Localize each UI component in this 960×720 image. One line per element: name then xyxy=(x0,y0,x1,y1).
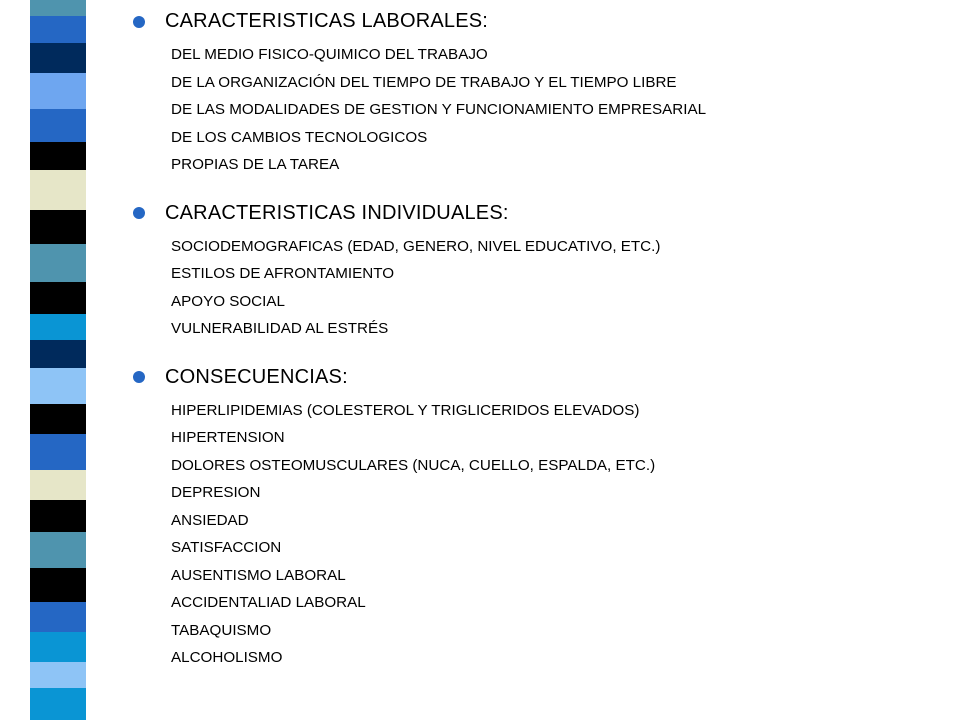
stripe-block xyxy=(30,109,86,142)
list-item: HIPERLIPIDEMIAS (COLESTEROL Y TRIGLICERIDOS ELEVADOS) xyxy=(171,401,640,419)
stripe-block xyxy=(30,568,86,602)
item-list xyxy=(133,41,933,179)
section-heading: CONSECUENCIAS: xyxy=(165,365,348,388)
stripe-block xyxy=(30,688,86,720)
list-item: DOLORES OSTEOMUSCULARES (NUCA, CUELLO, ESPALDA, ETC.) xyxy=(171,456,656,474)
item-list xyxy=(133,397,933,672)
stripe-block xyxy=(30,244,86,282)
stripe-block xyxy=(30,602,86,632)
stripe-block xyxy=(30,532,86,568)
item-list xyxy=(133,233,933,343)
stripe-block xyxy=(30,470,86,500)
list-item: DE LAS MODALIDADES DE GESTION Y FUNCIONAMIENTO EMPRESARIAL xyxy=(171,101,707,118)
stripe-block xyxy=(30,368,86,404)
stripe-block xyxy=(30,210,86,244)
section-heading: CARACTERISTICAS LABORALES: xyxy=(165,10,489,32)
stripe-block xyxy=(30,340,86,368)
section-heading: CARACTERISTICAS INDIVIDUALES: xyxy=(165,201,509,224)
stripe-block xyxy=(30,170,86,210)
stripe-block xyxy=(30,662,86,688)
list-item: SOCIODEMOGRAFICAS (EDAD, GENERO, NIVEL EDUCATIVO, ETC.) xyxy=(171,237,661,255)
decorative-color-stripe xyxy=(30,0,86,720)
round-bullet-icon xyxy=(133,207,145,219)
section-heading-row xyxy=(133,364,933,391)
list-item: DEL MEDIO FISICO-QUIMICO DEL TRABAJO xyxy=(171,46,488,63)
stripe-block xyxy=(30,0,86,16)
stripe-block xyxy=(30,434,86,470)
stripe-block xyxy=(30,282,86,314)
list-item: AUSENTISMO LABORAL xyxy=(171,566,346,584)
stripe-block xyxy=(30,142,86,170)
list-item: PROPIAS DE LA TAREA xyxy=(171,156,340,173)
list-item: APOYO SOCIAL xyxy=(171,292,285,310)
stripe-block xyxy=(30,73,86,109)
section-heading-row xyxy=(133,200,933,227)
stripe-block xyxy=(30,16,86,43)
round-bullet-icon xyxy=(133,16,145,28)
round-bullet-icon xyxy=(133,371,145,383)
stripe-block xyxy=(30,43,86,73)
stripe-block xyxy=(30,632,86,662)
list-item: VULNERABILIDAD AL ESTRÉS xyxy=(171,320,389,337)
section-caracteristicas-laborales xyxy=(133,8,933,179)
slide-content xyxy=(133,8,933,672)
section-consecuencias xyxy=(133,364,933,672)
list-item: SATISFACCION xyxy=(171,539,282,556)
list-item: HIPERTENSION xyxy=(171,429,285,446)
list-item: DE LOS CAMBIOS TECNOLOGICOS xyxy=(171,128,428,146)
list-item: ANSIEDAD xyxy=(171,511,249,529)
section-heading-row xyxy=(133,8,933,35)
list-item: TABAQUISMO xyxy=(171,621,272,639)
list-item: DEPRESION xyxy=(171,484,261,501)
list-item: DE LA ORGANIZACIÓN DEL TIEMPO DE TRABAJO Y EL TIEMPO LIBRE xyxy=(171,73,677,91)
list-item: ACCIDENTALIAD LABORAL xyxy=(171,594,366,611)
list-item: ESTILOS DE AFRONTAMIENTO xyxy=(171,265,395,282)
list-item: ALCOHOLISMO xyxy=(171,649,283,666)
stripe-block xyxy=(30,500,86,532)
stripe-block xyxy=(30,314,86,340)
section-caracteristicas-individuales xyxy=(133,200,933,343)
stripe-block xyxy=(30,404,86,434)
